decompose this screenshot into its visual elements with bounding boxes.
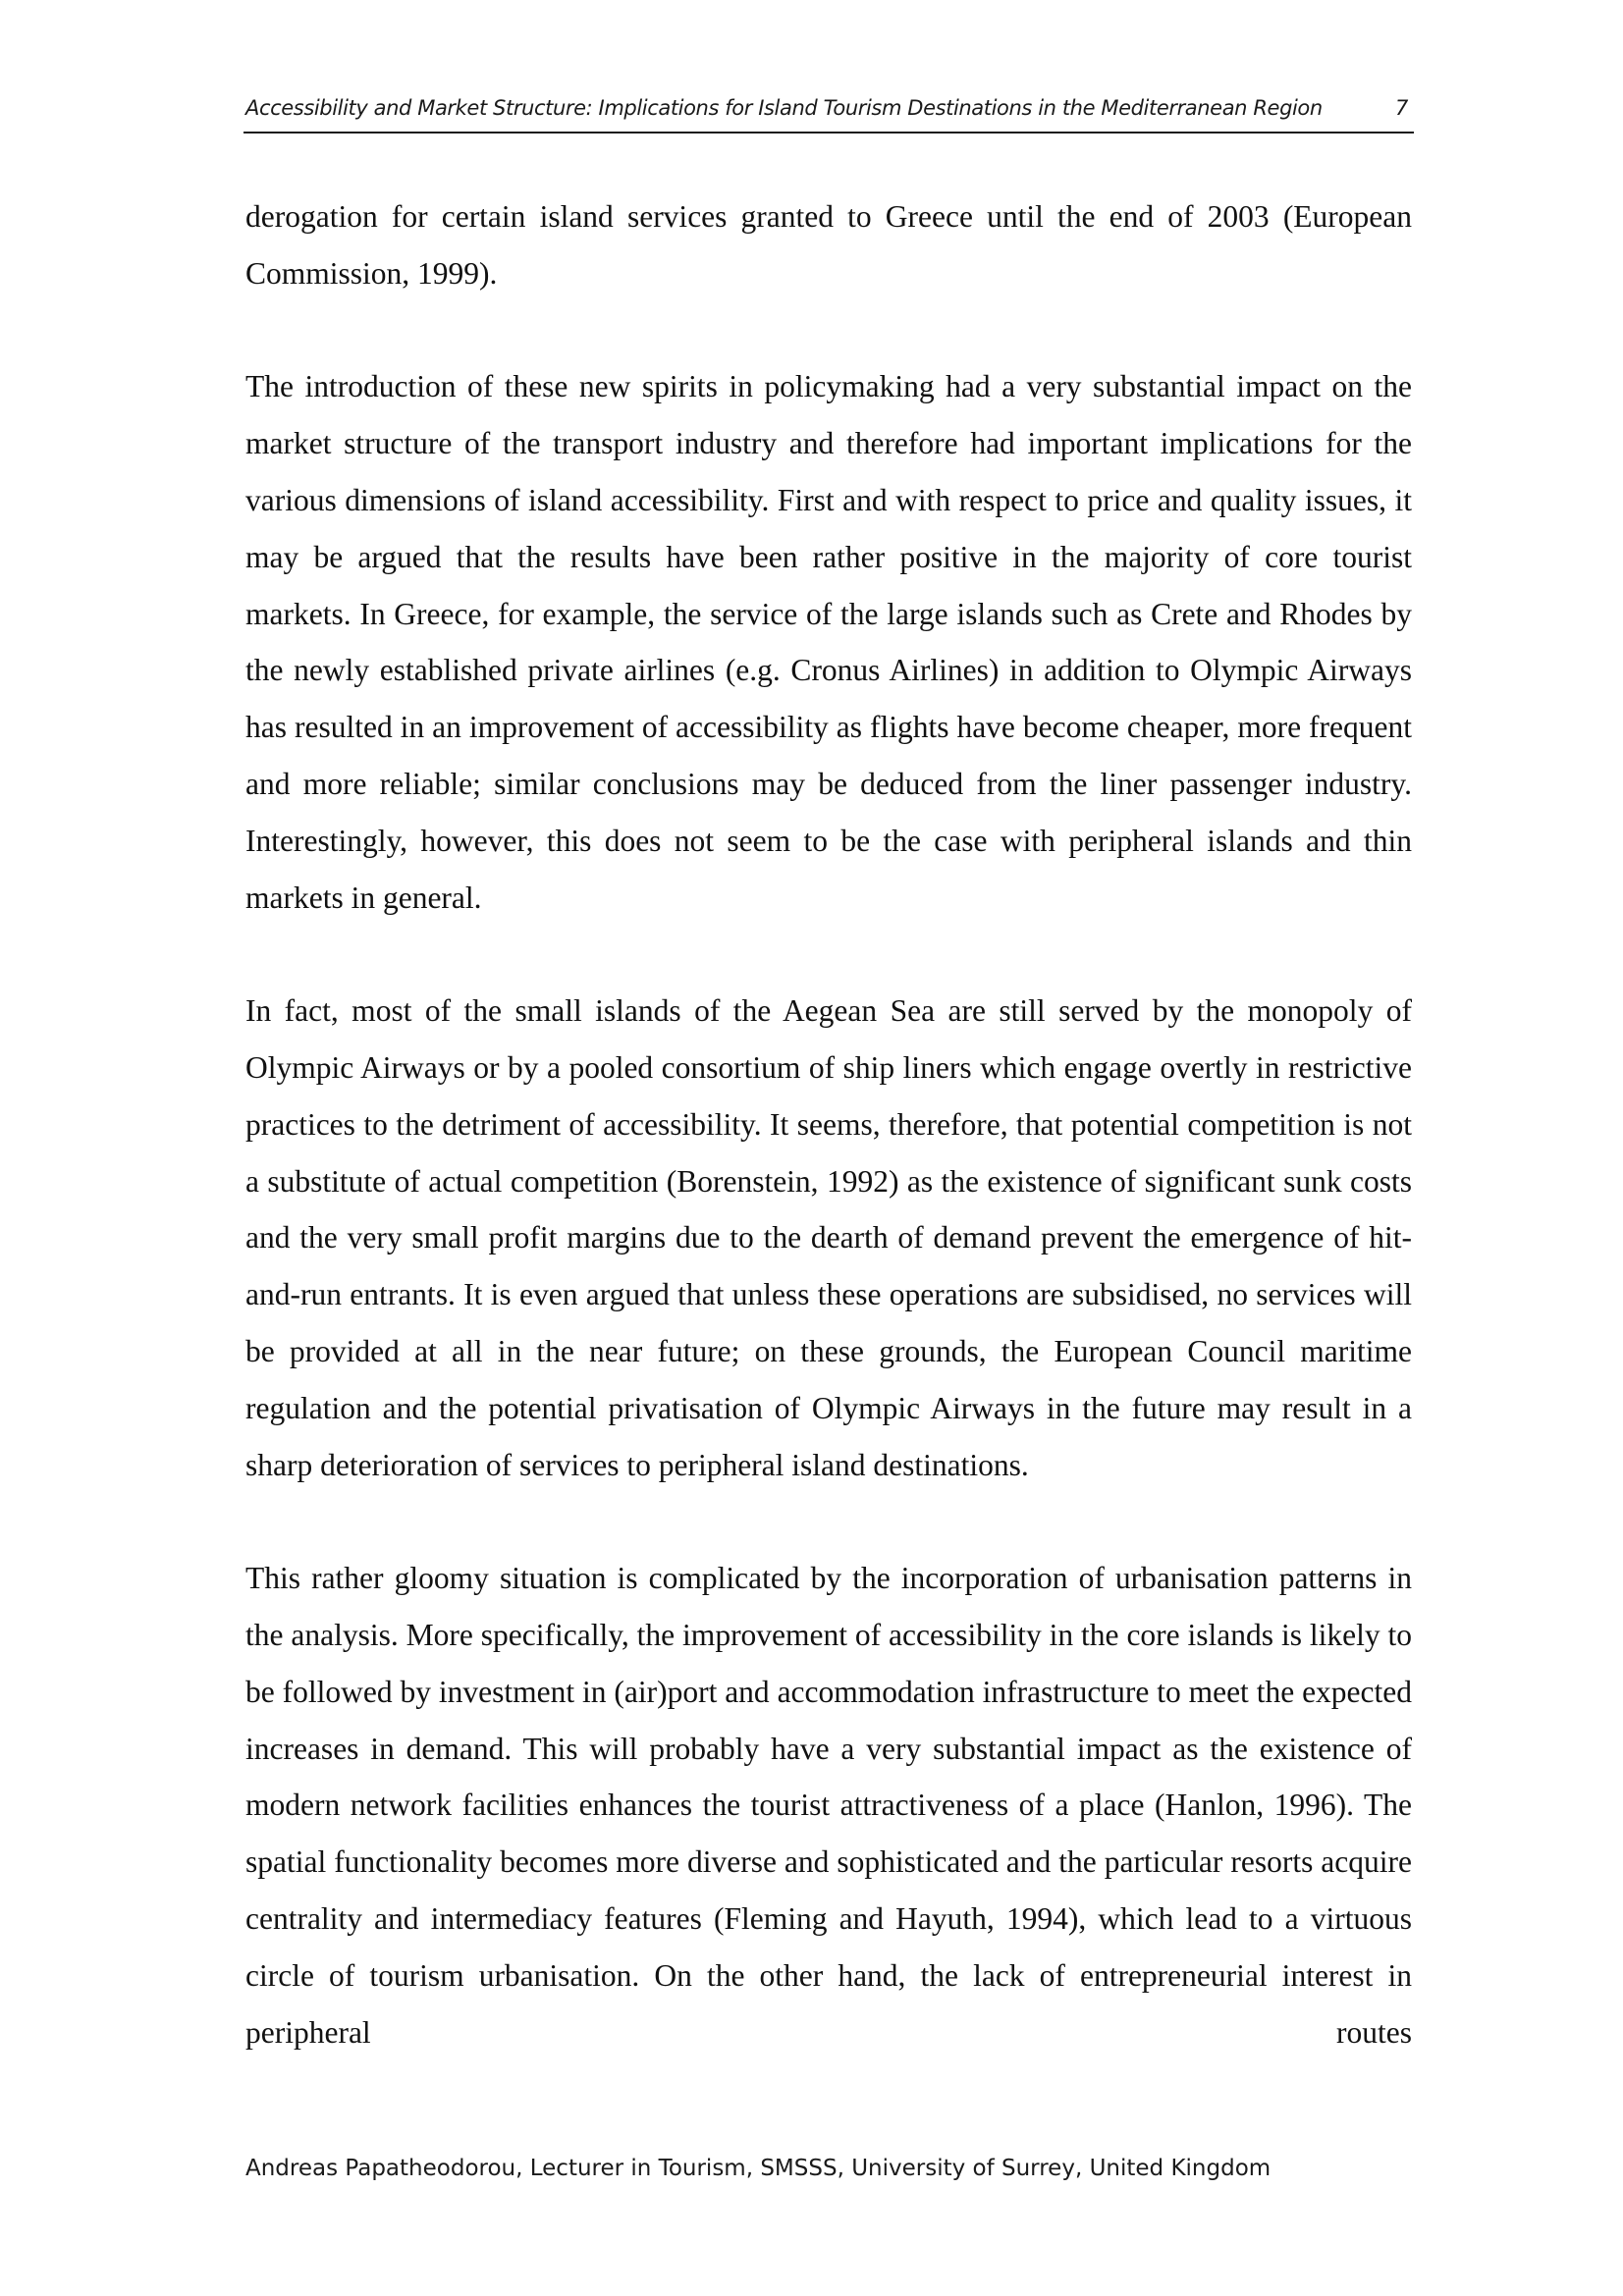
body-text — [245, 188, 1412, 2117]
running-header — [243, 94, 1414, 133]
paragraph-2: The introduction of these new spirits in policymaking had a very substantial impact on the market structure of the transport industry and therefore had important implications for the various dimensions of island accessibility. First and with respect to price and quality issues, it may be argued that the results have been rather positive in the majority of core tourist markets. In Greece, for example, the service of the large islands such as Crete and Rhodes by the newly established private airlines (e.g. Cronus Airlines) in addition to Olympic Airways has resulted in an improvement of accessibility as flights have become cheaper, more frequent and more reliable; similar conclusions may be deduced from the liner passenger industry. Interestingly, however, this does not seem to be the case with peripheral islands and thin markets in general. — [245, 369, 1412, 915]
paragraph-3: In fact, most of the small islands of the Aegean Sea are still served by the monopoly of Olympic Airways or by a pooled consortium of ship liners which engage overtly in restrictive practices to the detriment of accessibility. It seems, therefore, that potential competition is not a substitute of actual competition (Borenstein, 1992) as the existence of significant sunk costs and the very small profit margins due to the dearth of demand prevent the emergence of hit-and-run entrants. It is even argued that unless these operations are subsidised, no services will be provided at all in the near future; on these grounds, the European Council maritime regulation and the potential privatisation of Olympic Airways in the future may result in a sharp deterioration of services to peripheral island destinations. — [245, 993, 1412, 1482]
page-footer: Andreas Papatheodorou, Lecturer in Tourism, SMSSS, University of Surrey, United Kingdom — [245, 2156, 1271, 2181]
page-number: 7 — [1395, 96, 1408, 120]
running-header-title: Accessibility and Market Structure: Implications for Island Tourism Destinations in the Mediterranean Region — [245, 96, 1323, 120]
paragraph-4: This rather gloomy situation is complicated by the incorporation of urbanisation patterns in the analysis. More specifically, the improvement of accessibility in the core islands is likely to be followed by investment in (air)port and accommodation infrastructure to meet the expected increases in demand. This will probably have a very substantial impact as the existence of modern network facilities enhances the tourist attractiveness of a place (Hanlon, 1996). The spatial functionality becomes more diverse and sophisticated and the particular resorts acquire centrality and intermediacy features (Fleming and Hayuth, 1994), which lead to a virtuous circle of tourism urbanisation. On the other hand, the lack of entrepreneurial interest in peripheral routes — [245, 1561, 1412, 2050]
paragraph-1: derogation for certain island services granted to Greece until the end of 2003 (European Commission, 1999). — [245, 199, 1412, 291]
